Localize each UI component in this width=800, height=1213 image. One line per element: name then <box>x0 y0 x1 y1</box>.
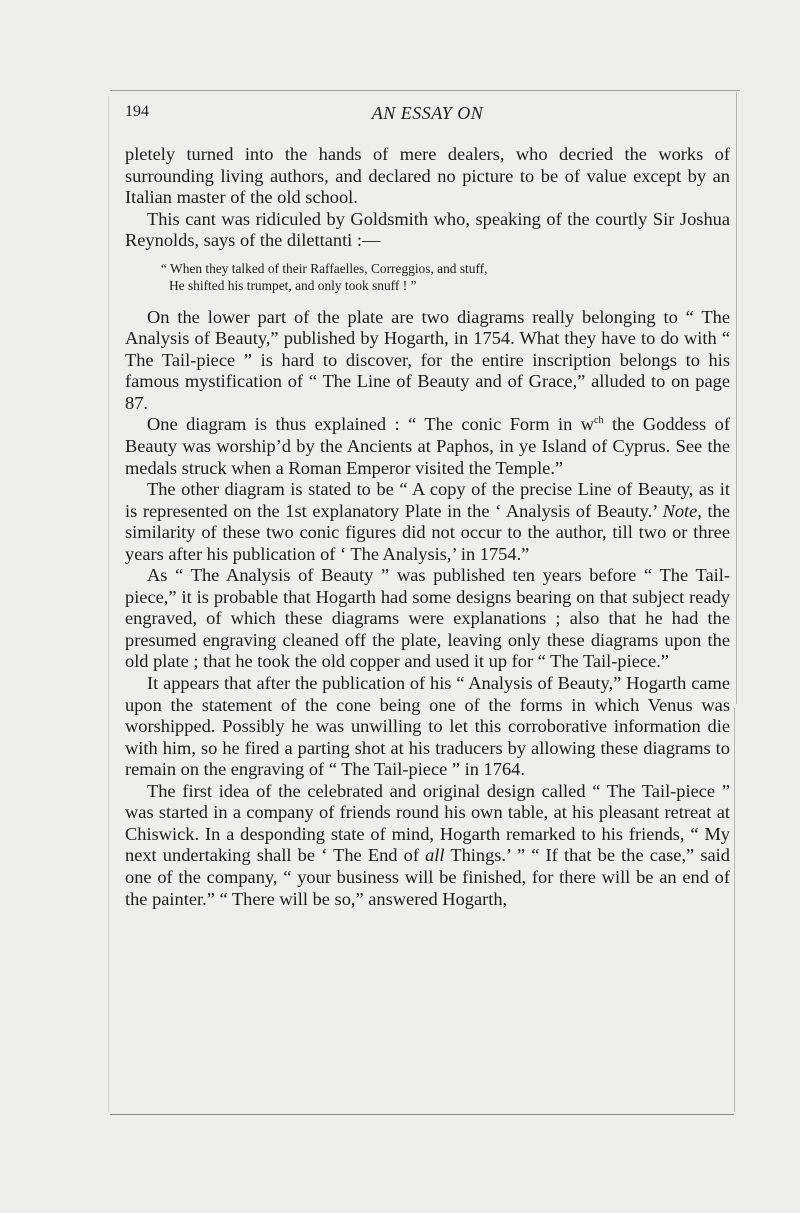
paragraph-8-text-b: Things.’ ” “ If that be the case,” said one of the company, “ your business will be finished, for there will be an end of the painter.” “ There will be so,” answered Hogarth, <box>125 845 730 909</box>
paragraph-5-text-a: The other diagram is stated to be “ A copy of the precise Line of Beauty, as it is represented on the 1st explanatory Plate in the ‘ Analysis of Beauty.’ <box>125 479 730 521</box>
body-text <box>125 144 730 910</box>
paragraph-4 <box>125 414 730 479</box>
page-border-right-lower <box>734 708 735 1112</box>
quote-line-2: He shifted his trumpet, and only took snuff ! ” <box>169 277 417 293</box>
superscript-ch: ch <box>594 415 604 427</box>
page-header <box>125 103 730 131</box>
page-border-bottom <box>110 1114 734 1115</box>
paragraph-2: This cant was ridiculed by Goldsmith who, speaking of the courtly Sir Joshua Reynolds, says of the dilettanti :— <box>125 208 730 251</box>
paragraph-8 <box>125 781 730 910</box>
paragraph-4-text-a: One diagram is thus explained : “ The conic Form in w <box>147 414 595 435</box>
note-italic: Note, <box>662 500 702 521</box>
quote-line-1: “ When they talked of their Raffaelles, Correggios, and stuff, <box>161 260 488 276</box>
paragraph-3: On the lower part of the plate are two diagrams really belonging to “ The Analysis of Beauty,” published by Hogarth, in 1754. What they have to do with “ The Tail-piece ” is hard to discover, for the entire inscription belongs to his famous mystification of “ The Line of Beauty and of Grace,” alluded to on page 87. <box>125 306 730 413</box>
page-number: 194 <box>125 103 149 120</box>
running-title: AN ESSAY ON <box>371 103 484 123</box>
paragraph-8-text-a: The first idea of the celebrated and original design called “ The Tail-piece ” was started in a company of friends round his own table, at his pleasant retreat at Chiswick. In a desponding state of mind, Hogarth remarked to his friends, “ My next undertaking shall be ‘ The End of <box>125 780 730 866</box>
page-border-right <box>736 92 737 704</box>
paragraph-1: pletely turned into the hands of mere dealers, who decried the works of surrounding living authors, and declared no picture to be of value except by an Italian master of the old school. <box>125 144 730 208</box>
paragraph-5 <box>125 479 730 565</box>
paragraph-5-text-b: the similarity of these two conic figures did not occur to the author, till two or three years after his publication of ‘ The Analysis,’ in 1754.” <box>125 500 730 564</box>
all-italic: all <box>425 845 445 866</box>
paragraph-7: It appears that after the publication of his “ Analysis of Beauty,” Hogarth came upon the statement of the cone being one of the forms in which Venus was worshipped. Possibly he was unwilling to let this corroborative information die with him, so he fired a parting shot at his traducers by allowing these diagrams to remain on the engraving of “ The Tail-piece ” in 1764. <box>125 673 730 780</box>
page-border-left <box>108 96 109 1112</box>
paragraph-4-text-b: the Goddess of Beauty was worship’d by the Ancients at Paphos, in ye Island of Cyprus. See the medals struck when a Roman Emperor visited the Temple.” <box>125 414 730 478</box>
page-border-top <box>110 90 740 91</box>
paragraph-6: As “ The Analysis of Beauty ” was published ten years before “ The Tail-piece,” it is probable that Hogarth had some designs bearing on that subject ready engraved, of which these diagrams were explanations ; also that he had the presumed engraving cleaned off the plate, leaving only these diagrams upon the old plate ; that he took the old copper and used it up for “ The Tail-piece.” <box>125 565 730 672</box>
verse-quotation <box>161 260 730 294</box>
